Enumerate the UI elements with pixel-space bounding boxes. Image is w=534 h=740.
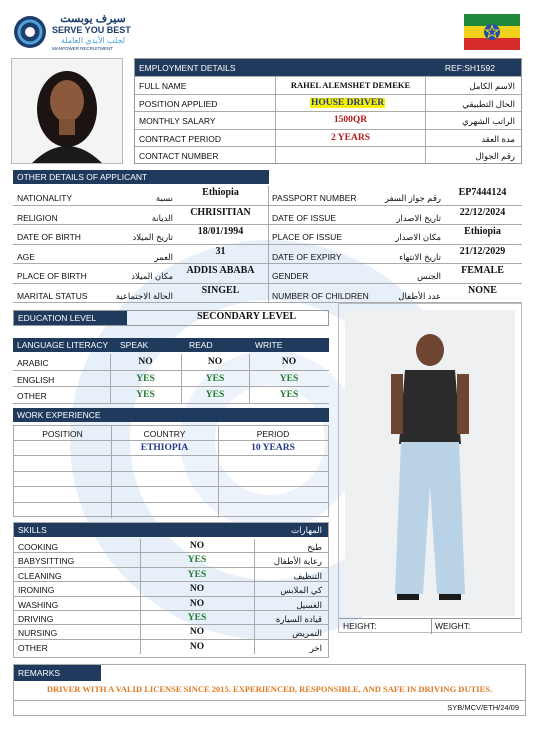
other-label-left: MARITAL STATUS [17, 290, 88, 301]
other-label-right-ar: رقم جواز السفر [384, 193, 441, 203]
other-label-right: PASSPORT NUMBER [272, 193, 357, 203]
skill-name-ar: التمريض [292, 628, 322, 639]
language-row [13, 354, 329, 371]
skill-name: NURSING [18, 628, 58, 639]
other-label-left-ar: العمر [154, 251, 173, 262]
applicant-portrait-photo [11, 58, 123, 164]
employment-row [135, 111, 521, 129]
language-row [13, 387, 329, 404]
language-write-value: NO [281, 357, 297, 367]
language-read-value: YES [205, 373, 225, 384]
other-value-left: CHRISITIAN [190, 206, 251, 218]
employment-label-ar: الاسم الكامل [469, 81, 515, 91]
other-details-section [13, 170, 522, 304]
other-value-right: FEMALE [461, 265, 504, 276]
other-value-left: Ethiopia [202, 187, 239, 198]
work-experience-row [14, 456, 328, 471]
reference-number: REF:SH1592 [444, 62, 495, 73]
brand-name-en: SERVE YOU BEST [52, 25, 131, 35]
language-name: OTHER [17, 391, 47, 401]
work-experience-row [14, 441, 328, 456]
other-label-left-ar: تاريخ الميلاد [132, 232, 173, 242]
other-details-row [13, 225, 522, 245]
language-header-speak: SPEAK [120, 340, 149, 350]
employment-value: HOUSE DRIVER [311, 97, 385, 108]
other-label-right: DATE OF EXPIRY [272, 251, 342, 262]
skill-name: BABYSITTING [18, 556, 75, 567]
work-experience-columns [14, 426, 328, 441]
work-experience-header: WORK EXPERIENCE [13, 408, 329, 422]
star-emblem-icon [483, 23, 501, 41]
work-experience-row [14, 472, 328, 487]
skill-value: NO [189, 541, 205, 551]
language-write-value: YES [279, 390, 299, 400]
other-details-row [13, 245, 522, 265]
brand-tagline-en: MANPOWER RECRUITMENT [52, 46, 113, 51]
employment-details-header [135, 59, 521, 76]
other-label-right-ar: تاريخ الاصدار [396, 212, 441, 223]
other-label-right: DATE OF ISSUE [272, 212, 337, 223]
other-details-header: OTHER DETAILS OF APPLICANT [13, 170, 269, 184]
other-value-left: 31 [215, 245, 226, 257]
skill-name-ar: كي الملابس [280, 585, 322, 596]
employment-details-title: EMPLOYMENT DETAILS [139, 62, 236, 73]
skill-value: NO [189, 641, 205, 652]
skill-name: COOKING [18, 542, 59, 552]
employment-label: FULL NAME [139, 81, 187, 91]
other-label-right-ar: تاريخ الانتهاء [399, 251, 441, 262]
language-speak-value: YES [136, 390, 155, 400]
education-value: SECONDARY LEVEL [197, 311, 297, 322]
skill-value: YES [187, 555, 207, 566]
other-value-right: 22/12/2024 [459, 206, 506, 218]
footer-code: SYB/MCV/ETH/24/09 [447, 703, 519, 712]
other-label-right: NUMBER OF CHILDREN [272, 290, 369, 301]
language-header-write: WRITE [255, 340, 283, 350]
brand-logo [12, 12, 152, 54]
language-section [13, 338, 329, 404]
employment-label: CONTRACT PERIOD [139, 133, 222, 144]
employment-label: POSITION APPLIED [139, 98, 218, 109]
other-label-left: DATE OF BIRTH [17, 232, 81, 242]
work-experience-row [14, 487, 328, 502]
ethiopia-flag [464, 14, 520, 50]
skill-name-ar: التنظيف [293, 570, 322, 581]
other-label-left: RELIGION [17, 212, 58, 223]
other-label-left-ar: نسبة [155, 193, 173, 203]
other-label-right-ar: الجنس [417, 271, 441, 281]
language-name: ARABIC [17, 358, 49, 368]
remarks-text: DRIVER WITH A VALID LICENSE SINCE 2015. EXPERIENCED, RESPONSIBLE, AND SAFE IN DRIVING DUTIES. [46, 684, 493, 694]
other-label-left-ar: الحالة الاجتماعية [115, 290, 173, 301]
skills-header [14, 523, 328, 537]
work-period-value: 10 YEARS [251, 443, 295, 453]
other-label-left: AGE [17, 251, 35, 262]
employment-value: RAHEL ALEMSHET DEMEKE [290, 80, 411, 90]
employment-label: CONTACT NUMBER [139, 151, 219, 162]
language-read-value: YES [205, 390, 225, 400]
skill-row [14, 597, 328, 611]
other-label-left: PLACE OF BIRTH [17, 271, 87, 281]
language-speak-value: NO [138, 357, 153, 367]
language-header-literacy: LANGUAGE LITERACY [17, 340, 109, 350]
employment-details-section [134, 58, 522, 164]
work-experience-table [13, 425, 329, 517]
skill-name: CLEANING [18, 570, 62, 581]
work-experience-section [13, 408, 329, 518]
skill-value: NO [189, 598, 205, 609]
language-read-value: NO [207, 357, 223, 367]
language-name: ENGLISH [17, 374, 55, 385]
other-value-right: 21/12/2029 [459, 245, 506, 257]
skill-name-ar: رعاية الأطفال [273, 556, 322, 567]
language-header [13, 338, 329, 352]
work-column-header: PERIOD [256, 429, 290, 439]
skill-name: IRONING [18, 585, 55, 596]
employment-row [135, 146, 521, 164]
work-column-header: POSITION [42, 429, 83, 439]
other-label-left-ar: مكان الميلاد [131, 271, 173, 281]
employment-label-ar: مدة العقد [481, 133, 515, 144]
height-label: HEIGHT: [343, 621, 377, 631]
applicant-full-body-photo [338, 303, 522, 633]
education-header: EDUCATION LEVEL [14, 311, 127, 325]
employment-row [135, 129, 521, 147]
skill-row [14, 611, 328, 625]
other-details-row [13, 186, 522, 206]
employment-value: 2 YEARS [331, 132, 370, 143]
other-label-right-ar: عدد الأطفال [398, 290, 441, 301]
language-header-read: READ [189, 340, 213, 350]
skill-row [14, 568, 328, 582]
skill-name-ar: اخر [309, 642, 322, 653]
work-column-header: COUNTRY [143, 429, 186, 439]
skill-value: YES [187, 613, 207, 623]
skill-row [14, 553, 328, 567]
other-value-right: NONE [468, 284, 497, 296]
work-experience-row [14, 503, 328, 518]
skill-row [14, 640, 328, 654]
skill-row [14, 582, 328, 596]
skill-name: WASHING [18, 599, 59, 610]
language-speak-value: YES [136, 373, 155, 384]
employment-label-ar: الراتب الشهري [462, 116, 515, 127]
skill-value: NO [189, 584, 205, 595]
other-value-right: EP7444124 [458, 187, 507, 198]
employment-row [135, 76, 521, 94]
employment-label: MONTHLY SALARY [139, 116, 216, 127]
employment-row [135, 94, 521, 112]
other-details-row [13, 264, 522, 284]
skill-row [14, 539, 328, 553]
employment-label-ar: رقم الجوال [475, 151, 515, 162]
logo-mark-icon [12, 14, 48, 50]
brand-name-ar: سيرف يوبست [60, 13, 126, 25]
skill-name-ar: الغسيل [296, 599, 322, 610]
other-details-row [13, 206, 522, 226]
other-label-left-ar: الديانة [151, 212, 173, 223]
skills-title-ar: المهارات [291, 524, 322, 535]
other-label-right-ar: مكان الاصدار [395, 232, 441, 242]
work-country-value: ETHIOPIA [140, 443, 189, 453]
other-label-right: GENDER [272, 271, 309, 281]
education-section [13, 310, 329, 326]
brand-tagline-ar: لجلب الأيدي العاملة [60, 36, 126, 45]
measurements-row [339, 618, 521, 633]
language-write-value: YES [279, 373, 299, 384]
remarks-header: REMARKS [14, 665, 101, 681]
skill-name: OTHER [18, 642, 48, 653]
language-row [13, 371, 329, 388]
skills-section [13, 522, 329, 658]
other-details-row [13, 284, 522, 304]
skill-name: DRIVING [18, 614, 54, 624]
employment-label-ar: الحال التطبيقي [462, 98, 515, 109]
other-value-right: Ethiopia [464, 226, 501, 237]
other-label-left: NATIONALITY [17, 193, 73, 203]
skill-name-ar: قيادة السيارة [275, 614, 322, 624]
remarks-section [13, 664, 526, 716]
other-label-right: PLACE OF ISSUE [272, 232, 342, 242]
skill-row [14, 625, 328, 639]
other-value-left: ADDIS ABABA [186, 265, 255, 276]
skill-value: YES [187, 569, 207, 580]
skill-value: NO [189, 627, 205, 638]
other-value-left: SINGEL [201, 284, 240, 296]
employment-value: 1500QR [333, 115, 368, 126]
skill-name-ar: طبخ [307, 542, 322, 552]
weight-label: WEIGHT: [435, 621, 471, 631]
other-value-left: 18/01/1994 [197, 226, 244, 237]
skills-title: SKILLS [18, 525, 47, 535]
